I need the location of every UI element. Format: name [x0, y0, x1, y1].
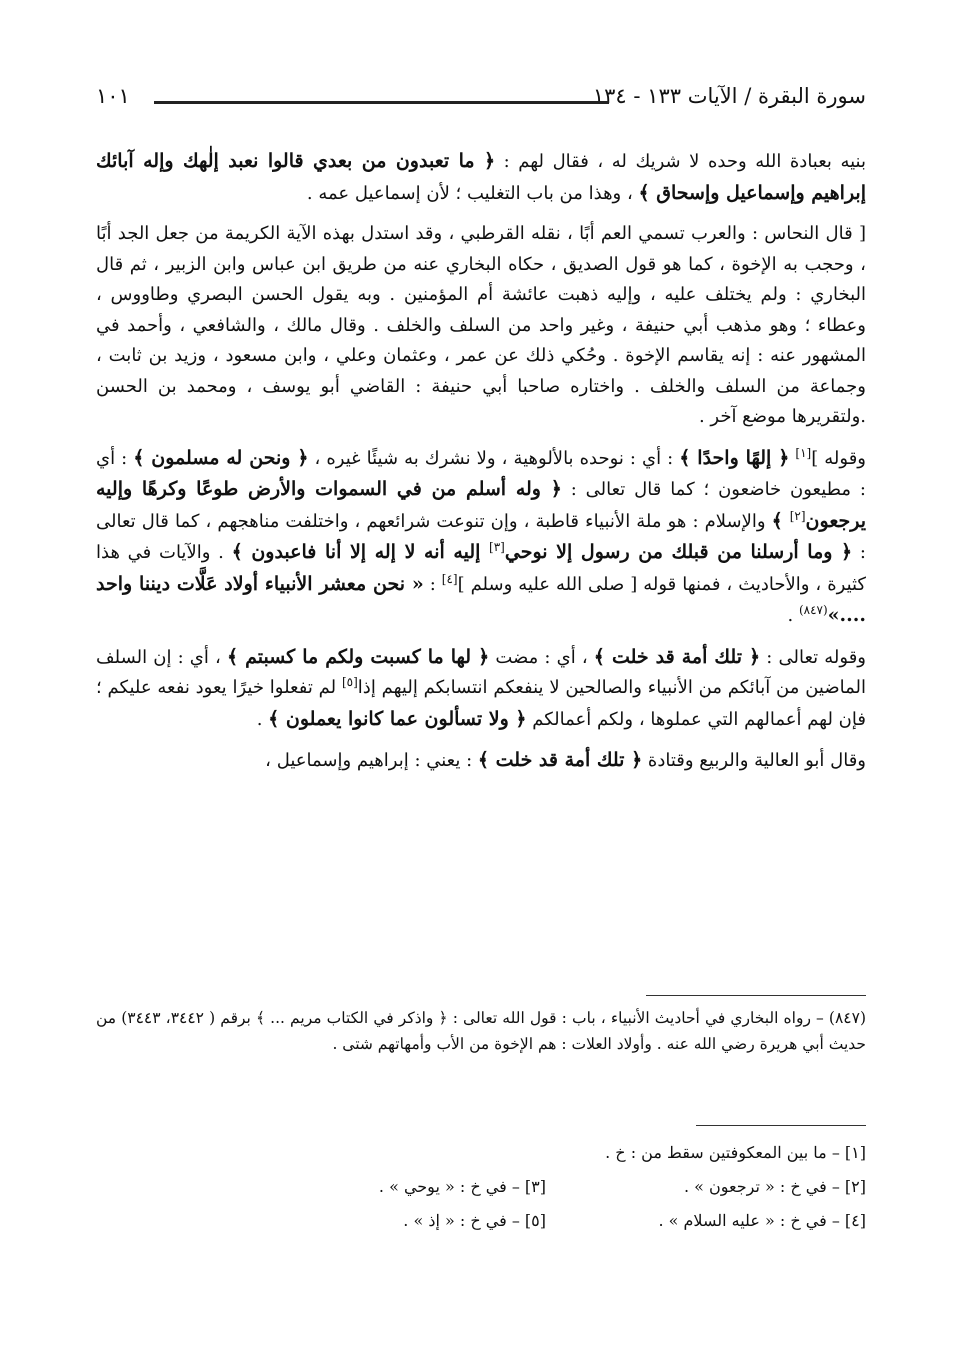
notes-row	[96, 1172, 866, 1206]
variant-note-5: [٥] – في خ : « إذ » .	[403, 1211, 546, 1230]
variant-note-3: [٣] – في خ : « يوحي » .	[378, 1177, 546, 1196]
body-text: ]	[811, 447, 819, 469]
body-text: لم تفعلوا خيرًا يعود نفعه عليكم ؛ فإن لهم أعمالهم التي عملوها ، ولكم أعمالكم	[96, 677, 866, 730]
variant-note-1: [١] – ما بين المعكوفتين سقط من : خ .	[605, 1143, 866, 1162]
body-text: [ قال النحاس : والعرب تسمي العم أبًا ، نقله القرطبي ، وقد استدل بهذه الآية الكريمة من جعل الجد أبًا ، وحجب به الإخوة ، كما هو قول الصديق ، حكاه البخاري عنه من طريق ابن عباس وابن الزبير ، ثم قال البخاري : ولم يختلف عليه ، وإليه ذهبت عائشة أم المؤمنين . وبه يقول الحسن البصري وطاووس ، وعطاء ؛ وهو مذهب أبي حنيفة ، وغير واحد من السلف والخلف . وقال مالك ، والشافعي ، وأحمد في المشهور عنه : إنه يقاسم الإخوة . وحُكي ذلك عن عمر ، وعثمان وعلي ، وابن مسعود ، وزيد بن ثابت ، وجماعة من السلف والخلف . واختاره صاحبا أبي حنيفة : القاضي أبو يوسف ، ومحمد بن الحسن .ولتقريرها موضع آخر .	[96, 223, 866, 427]
quotation-text: ﴿ وما أرسلنا من قبلك من رسول إلا نوحي	[504, 541, 853, 563]
paragraph-1	[96, 146, 866, 209]
quotation-text: ﴿ تلك أمة قد خلت ﴾	[477, 749, 643, 771]
running-title: سورة البقرة / الآيات ١٣٣ - ١٣٤	[592, 84, 866, 108]
header-rule	[154, 101, 609, 104]
body-text: .	[787, 605, 799, 626]
variant-notes-divider	[696, 1125, 866, 1126]
quotation-text: ﴿ ما تعبدون من بعدي قالوا نعبد إلٰهك وإله آبائك إبراهيم وإسماعيل وإسحاق ﴾	[96, 150, 866, 204]
note-reference: [٥]	[341, 675, 358, 689]
note-reference: [١]	[795, 445, 812, 460]
body-text: : يعني : إبراهيم وإسماعيل ،	[265, 750, 478, 771]
footnote-divider	[646, 995, 866, 996]
quotation-text: « نحن معشر الأنبياء أولاد عَلَّات ديننا واحد ....»	[96, 572, 866, 626]
body-text: بنيه بعبادة الله وحده لا شريك له ، فقال لهم :	[495, 151, 867, 172]
note-reference: [٢]	[789, 508, 806, 523]
paragraph-3	[96, 443, 866, 632]
notes-row	[96, 1206, 866, 1240]
page-number: ١٠١	[96, 84, 130, 108]
paragraph-5	[96, 745, 866, 777]
body-text: وقوله تعالى :	[760, 646, 867, 668]
quotation-text: ﴿ ولا تسألون عما كانوا يعملون ﴾	[268, 707, 527, 730]
hadith-footnote	[96, 1005, 866, 1057]
variant-notes	[96, 1138, 866, 1240]
running-header	[96, 84, 866, 124]
notes-row	[96, 1138, 866, 1172]
main-text	[96, 146, 866, 777]
quotation-text: ﴿ وله أسلم من في السموات والأرض طوعًا وكرهًا وإليه يرجعون	[96, 478, 866, 532]
body-text: وقوله	[818, 447, 866, 469]
paragraph-4	[96, 642, 866, 736]
body-text: ، أي : مضت	[489, 646, 594, 668]
quotation-text: ﴿ لها ما كسبت ولكم ما كسبتم ﴾	[226, 645, 490, 668]
body-text: ، وهذا من باب التغليب ؛ لأن إسماعيل عمه .	[306, 182, 639, 204]
body-text: . والآيات في هذا كثيرة ، والأحاديث ، فمنها قوله [ صلى الله عليه وسلم ]	[96, 542, 866, 595]
quotation-text: ﴿ إلهًا واحدًا ﴾	[679, 446, 790, 469]
quotation-text: ﴿ ونحن له مسلمون ﴾	[133, 446, 309, 469]
paragraph-2	[96, 219, 866, 433]
note-reference: [٣]	[489, 540, 505, 554]
variant-note-4: [٤] – في خ : « عليه السلام » .	[658, 1211, 866, 1230]
note-reference: (٨٤٧)	[798, 603, 828, 617]
body-text: :	[423, 573, 442, 595]
body-text: وقال أبو العالية والربيع وقتادة	[642, 750, 866, 771]
note-reference: [٤]	[441, 571, 458, 586]
quotation-text: إليه أنه لا إله إلا أنا فاعبدون ﴾	[231, 541, 490, 563]
body-text: : أي : نوحده بالألوهية ، ولا نشرك به شيئًا غيره ،	[308, 447, 680, 469]
body-text: ، أي : إن السلف الماضين من آبائكم من الأنبياء والصالحين لا ينفعكم انتسابكم إليهم إذا	[96, 646, 867, 698]
quotation-text: ﴿ تلك أمة قد خلت ﴾	[593, 645, 761, 668]
variant-note-2: [٢] – في خ : « ترجعون » .	[683, 1177, 866, 1196]
footnote-847-text: (٨٤٧) – رواه البخاري في أحاديث الأنبياء ، باب : قول الله تعالى : ﴿ واذكر في الكتاب مريم ... ﴾ برقم ( ٣٤٤٢، ٣٤٤٣) من حديث أبي هريرة رضي الله عنه . وأولاد العلات : هم الإخوة من الأب وأمهاتهم شتى .	[96, 1009, 866, 1053]
body-text: .	[256, 708, 269, 730]
body-text: : أي : مطيعون خاضعون ؛ كما قال تعالى :	[96, 447, 866, 500]
quotation-text: ﴾	[771, 509, 790, 532]
body-text: والإسلام : هو ملة الأنبياء قاطبة ، وإن تنوعت شرائعهم ، واختلفت مناهجهم ، كما قال تعالى :	[96, 510, 866, 563]
